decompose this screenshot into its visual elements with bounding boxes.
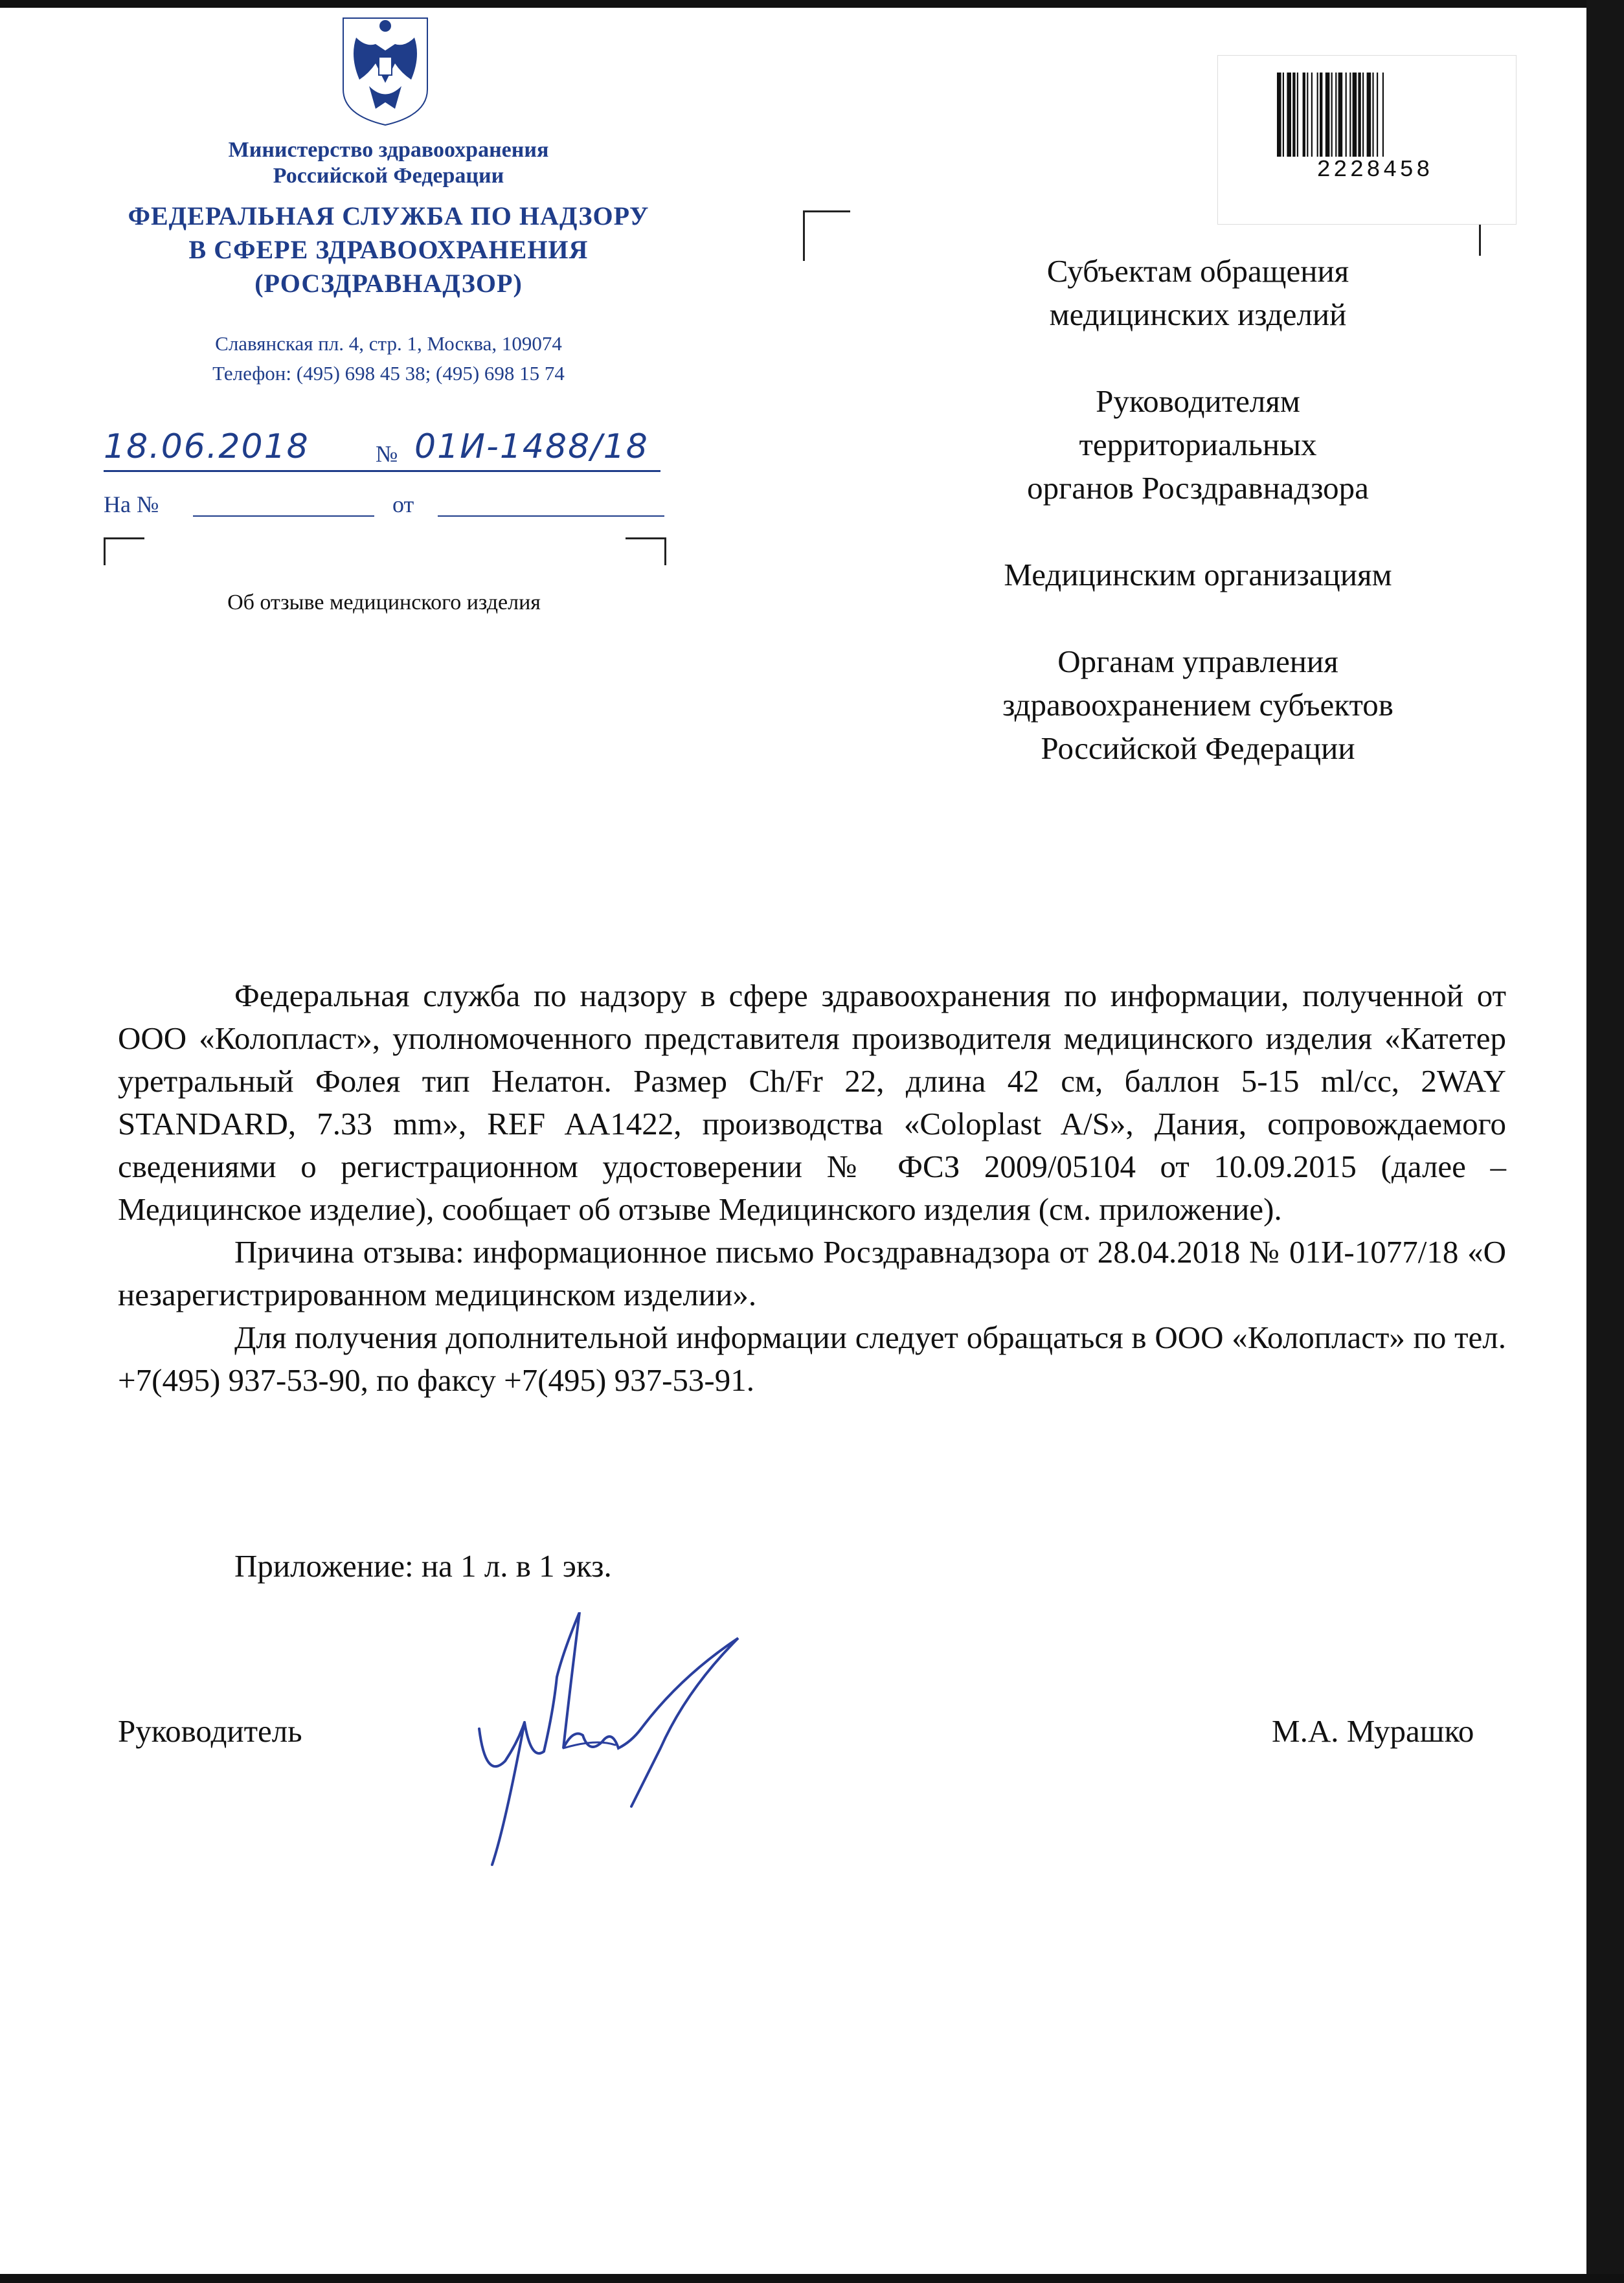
signature-icon [466, 1612, 745, 1871]
barcode-bar [1320, 73, 1322, 157]
signer-title: Руководитель [118, 1713, 302, 1749]
addressee-line: территориальных [1079, 427, 1317, 462]
barcode-bar [1307, 73, 1308, 157]
addressee-line: органов Росздравнадзора [1027, 470, 1369, 506]
barcode-bar [1377, 73, 1378, 157]
signer-name: М.А. Мурашко [1272, 1713, 1474, 1749]
outgoing-number: 01И-1488/18 [414, 427, 649, 466]
barcode-bar [1358, 73, 1360, 157]
barcode-bar [1331, 73, 1333, 157]
number-underline [104, 470, 660, 472]
barcode-bar [1338, 73, 1343, 157]
addressee-line: Руководителям [1096, 383, 1300, 419]
letter-subject: Об отзыве медицинского изделия [227, 590, 541, 614]
agency-line-2: В СФЕРЕ ЗДРАВООХРАНЕНИЯ [188, 235, 589, 264]
barcode-bar [1362, 73, 1364, 157]
addressee-4 [874, 640, 1522, 770]
incoming-number-line [193, 515, 374, 517]
barcode-bar [1367, 73, 1371, 157]
addressee-line: Субъектам обращения [1046, 253, 1349, 289]
coat-of-arms-icon [330, 12, 440, 128]
addressee-line: Российской Федерации [1041, 730, 1355, 766]
attachment-note: Приложение: на 1 л. в 1 экз. [234, 1548, 612, 1584]
barcode-bar [1335, 73, 1336, 157]
barcode-bar [1292, 73, 1295, 157]
ministry-line-2: Российской Федерации [273, 164, 504, 188]
agency-line-3: (РОСЗДРАВНАДЗОР) [254, 269, 523, 298]
barcode-bar [1277, 73, 1281, 157]
phone-line: Телефон: (495) 698 45 38; (495) 698 15 74 [212, 362, 565, 385]
scan-edge-top [0, 0, 1624, 8]
addressee-bracket [803, 210, 850, 261]
barcode-bar [1287, 73, 1291, 157]
agency-line-1: ФЕДЕРАЛЬНАЯ СЛУЖБА ПО НАДЗОРУ [128, 201, 649, 231]
outgoing-date: 18.06.2018 [104, 427, 310, 466]
barcode-bar [1283, 73, 1284, 157]
agency-address [78, 329, 699, 388]
scan-edge-bottom [0, 2274, 1624, 2283]
barcode-icon [1274, 73, 1475, 157]
addressee-3 [874, 553, 1522, 596]
body-paragraph-2: Причина отзыва: информационное письмо Росздравнадзора от 28.04.2018 № 01И-1077/18 «О незарегистрированном медицинском изделии». [118, 1234, 1506, 1312]
incoming-date-label: от [392, 491, 414, 517]
scan-edge-right [1586, 0, 1624, 2283]
barcode-bar [1382, 73, 1384, 157]
incoming-date-line [438, 515, 664, 517]
agency-name [78, 199, 699, 300]
barcode-bar [1346, 73, 1347, 157]
subject-bracket-right [626, 537, 666, 565]
addressee-line: Органам управления [1057, 644, 1338, 679]
barcode-bar [1325, 73, 1330, 157]
letter-body [118, 974, 1506, 1402]
addressee-2 [874, 379, 1522, 510]
barcode-bar [1297, 73, 1298, 157]
barcode-bar [1353, 73, 1357, 157]
addressee-line: здравоохранением субъектов [1002, 687, 1393, 723]
subject-bracket-left [104, 537, 144, 565]
address-line: Славянская пл. 4, стр. 1, Москва, 109074 [215, 332, 562, 355]
barcode-bar [1311, 73, 1313, 157]
ministry-name [97, 137, 680, 189]
barcode-bar [1349, 73, 1351, 157]
addressee-line: Медицинским организациям [1004, 557, 1392, 592]
barcode-bar [1372, 73, 1373, 157]
ministry-line-1: Министерство здравоохранения [228, 138, 549, 162]
body-paragraph-1: Федеральная служба по надзору в сфере здравоохранения по информации, полученной от ООО «Колопласт», уполномоченного представителя производителя медицинского изделия «Катетер уретральный Фолея тип Нелатон. Размер Ch/Fr 22, длина 42 см, баллон 5-15 ml/cc, 2WAY STANDARD, 7.33 mm», REF AA1422, производства «Coloplast A/S», Дания, сопровождаемого сведениями о регистрационном удостоверении № ФСЗ 2009/05104 от 10.09.2015 (далее – Медицинское изделие), сообщает об отзыве Медицинского изделия (см. приложение). [118, 978, 1506, 1227]
barcode-bar [1317, 73, 1318, 157]
addressee-line: медицинских изделий [1049, 297, 1347, 332]
number-sign: № [376, 441, 398, 467]
body-paragraph-3: Для получения дополнительной информации следует обращаться в ООО «Колопласт» по тел. +7(495) 937-53-90, по факсу +7(495) 937-53-91. [118, 1320, 1506, 1398]
barcode-bar [1303, 73, 1305, 157]
addressee-1 [874, 249, 1522, 336]
addressees-block [874, 249, 1522, 813]
barcode-number: 2228458 [1316, 157, 1433, 183]
incoming-number-label: На № [104, 491, 159, 517]
